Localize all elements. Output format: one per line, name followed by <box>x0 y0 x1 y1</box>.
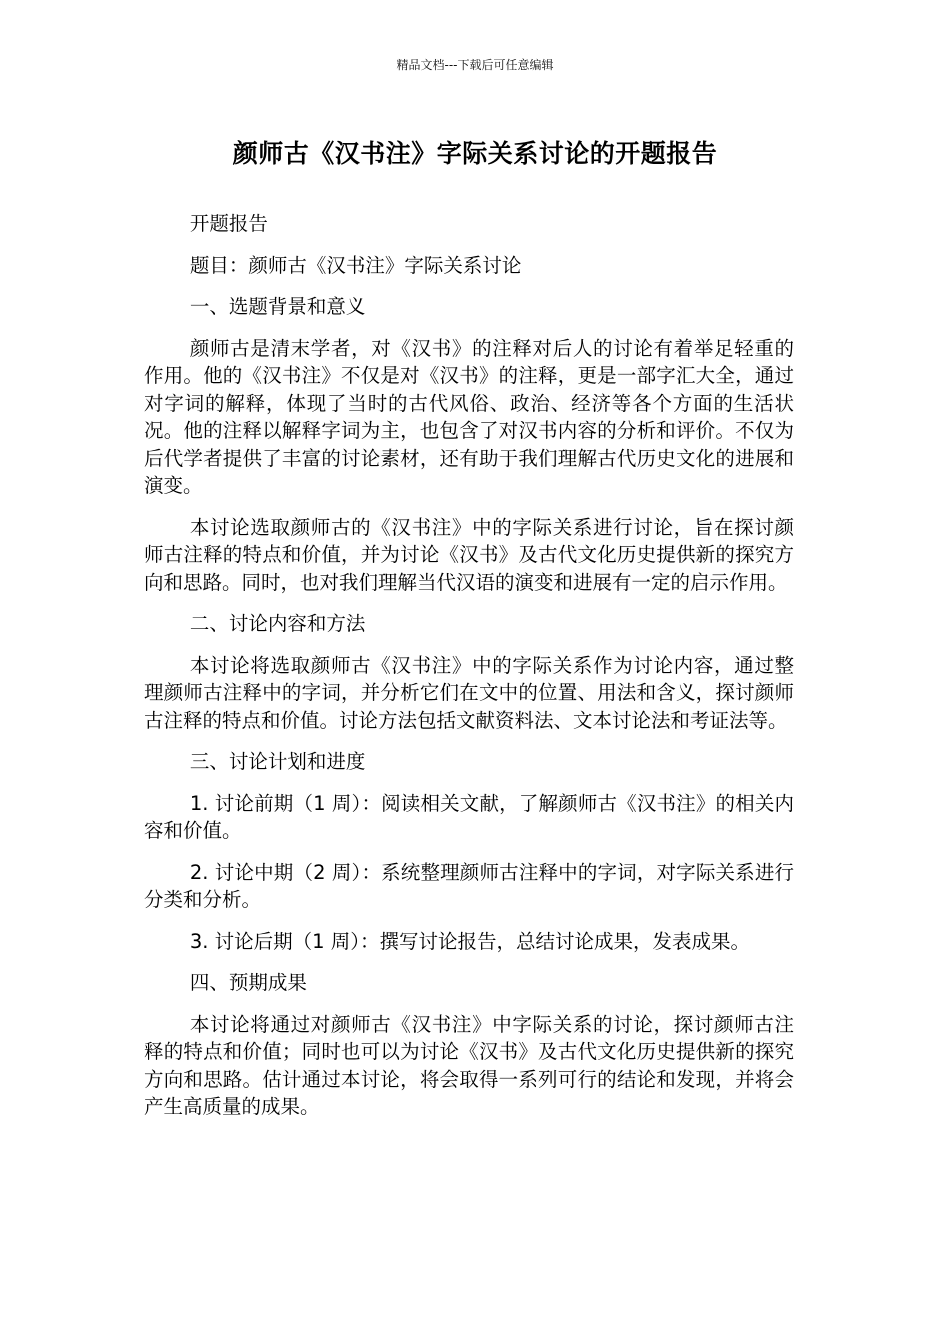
paragraph-outcomes: 本讨论将通过对颜师古《汉书注》中字际关系的讨论，探讨颜师古注释的特点和价值；同时也可以为讨论《汉书》及古代文化历史提供新的探究方向和思路。估计通过本讨论，将会取得一系列可行的结论和发现，并将会产生高质量的成果。 <box>144 1012 794 1118</box>
paragraph-background-2: 本讨论选取颜师古的《汉书注》中的字际关系进行讨论，旨在探讨颜师古注释的特点和价值，并为讨论《汉书》及古代文化历史提供新的探究方向和思路。同时，也对我们理解当代汉语的演变和进展有一定的启示作用。 <box>144 515 794 594</box>
plan-item-2: 2. 讨论中期（2 周）：系统整理颜师古注释中的字词，对字际关系进行分类和分析。 <box>144 860 794 911</box>
report-topic: 题目：颜师古《汉书注》字际关系讨论 <box>189 253 522 277</box>
document-title: 颜师古《汉书注》字际关系讨论的开题报告 <box>232 139 718 168</box>
paragraph-content-method: 本讨论将选取颜师古《汉书注》中的字际关系作为讨论内容，通过整理颜师古注释中的字词，并分析它们在文中的位置、用法和含义，探讨颜师古注释的特点和价值。讨论方法包括文献资料法、文本讨论法和考证法等。 <box>144 653 794 732</box>
plan-item-1: 1. 讨论前期（1 周）：阅读相关文献，了解颜师古《汉书注》的相关内容和价值。 <box>144 791 794 842</box>
section-heading-outcomes: 四、预期成果 <box>189 971 307 994</box>
section-heading-content-method: 二、讨论内容和方法 <box>189 612 366 635</box>
document-body <box>144 210 794 1135</box>
report-label: 开题报告 <box>189 212 268 235</box>
paragraph-background-1: 颜师古是清末学者，对《汉书》的注释对后人的讨论有着举足轻重的作用。他的《汉书注》不仅是对《汉书》的注释，更是一部字汇大全，通过对字词的解释，体现了当时的古代风俗、政治、经济等各个方面的生活状况。他的注释以解释字词为主，也包含了对汉书内容的分析和评价。不仅为后代学者提供了丰富的讨论素材，还有助于我们理解古代历史文化的进展和演变。 <box>144 336 794 497</box>
header-note: 精品文档---下载后可任意编辑 <box>396 58 554 72</box>
section-heading-plan: 三、讨论计划和进度 <box>189 750 366 773</box>
plan-item-3: 3. 讨论后期（1 周）：撰写讨论报告，总结讨论成果，发表成果。 <box>189 929 750 953</box>
section-heading-background: 一、选题背景和意义 <box>189 295 366 318</box>
